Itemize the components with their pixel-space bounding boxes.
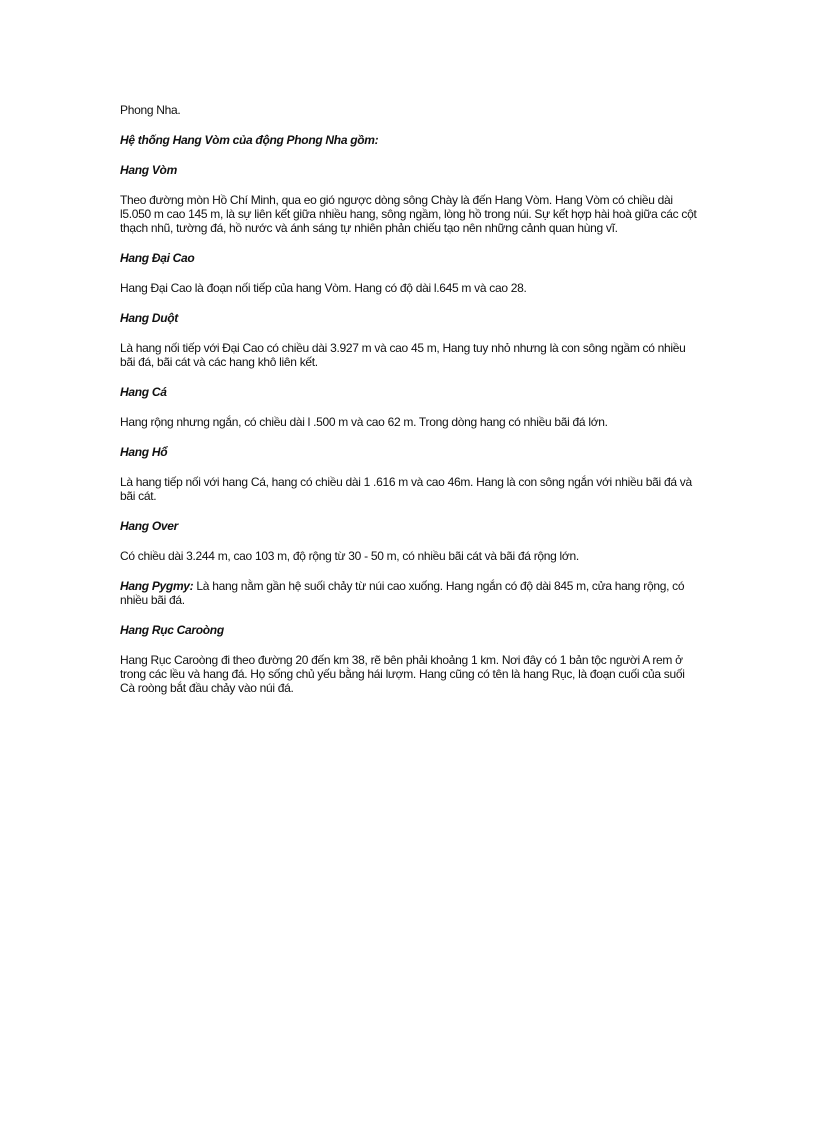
section-body-hang-vom: Theo đường mòn Hồ Chí Minh, qua eo gió ngược dòng sông Chày là đến Hang Vòm. Hang Vòm có chiều dài l5.050 m cao 145 m, là sự liên kết giữa nhiều hang, sông ngầm, lòng hồ trong núi. Sự kết hợp hài hoà giữa các cột thạch nhũ, tường đá, hồ nước và ánh sáng tự nhiên phản chiếu tạo nên những cảnh quan hùng vĩ. (120, 193, 697, 235)
section-title-hang-ca: Hang Cá (120, 385, 167, 399)
section-body-hang-dai-cao: Hang Đại Cao là đoạn nối tiếp của hang Vòm. Hang có độ dài l.645 m và cao 28. (120, 281, 527, 295)
section-body-hang-pygmy: Là hang nằm gần hệ suối chảy từ núi cao xuống. Hang ngắn có độ dài 845 m, cửa hang rộng, có nhiều bãi đá. (120, 579, 685, 607)
intro-text: Phong Nha. (120, 103, 181, 117)
section-title-hang-ho: Hang Hổ (120, 445, 168, 459)
section-hang-pygmy (120, 579, 698, 607)
section-title-hang-ruc-caroong: Hang Rục Caroòng (120, 623, 224, 637)
section-body-hang-ca: Hang rộng nhưng ngắn, có chiều dài l .500 m và cao 62 m. Trong dòng hang có nhiều bãi đá lớn. (120, 415, 608, 429)
section-title-hang-duot: Hang Duột (120, 311, 178, 325)
section-title-hang-over: Hang Over (120, 519, 178, 533)
document-page (120, 103, 698, 711)
section-lead-hang-pygmy: Hang Pygmy: (120, 579, 194, 593)
section-body-hang-ruc-caroong: Hang Rục Caroòng đi theo đường 20 đến km 38, rẽ bên phải khoảng 1 km. Nơi đây có 1 bản tộc người A rem ở trong các lều và hang đá. Họ sống chủ yếu bằng hái lượm. Hang cũng có tên là hang Rục, là đoạn cuối của suối Cà roòng bắt đầu chảy vào núi đá. (120, 653, 685, 695)
section-body-hang-duot: Là hang nối tiếp với Đại Cao có chiều dài 3.927 m và cao 45 m, Hang tuy nhỏ nhưng là con sông ngầm có nhiều bãi đá, bãi cát và các hang khô liên kết. (120, 341, 686, 369)
section-body-hang-over: Có chiều dài 3.244 m, cao 103 m, độ rộng từ 30 - 50 m, có nhiều bãi cát và bãi đá rộng lớn. (120, 549, 579, 563)
section-body-hang-ho: Là hang tiếp nối với hang Cá, hang có chiều dài 1 .616 m và cao 46m. Hang là con sông ngắn với nhiều bãi đá và bãi cát. (120, 475, 692, 503)
system-heading: Hệ thống Hang Vòm của động Phong Nha gồm: (120, 133, 379, 147)
section-title-hang-vom: Hang Vòm (120, 163, 177, 177)
section-title-hang-dai-cao: Hang Đại Cao (120, 251, 195, 265)
